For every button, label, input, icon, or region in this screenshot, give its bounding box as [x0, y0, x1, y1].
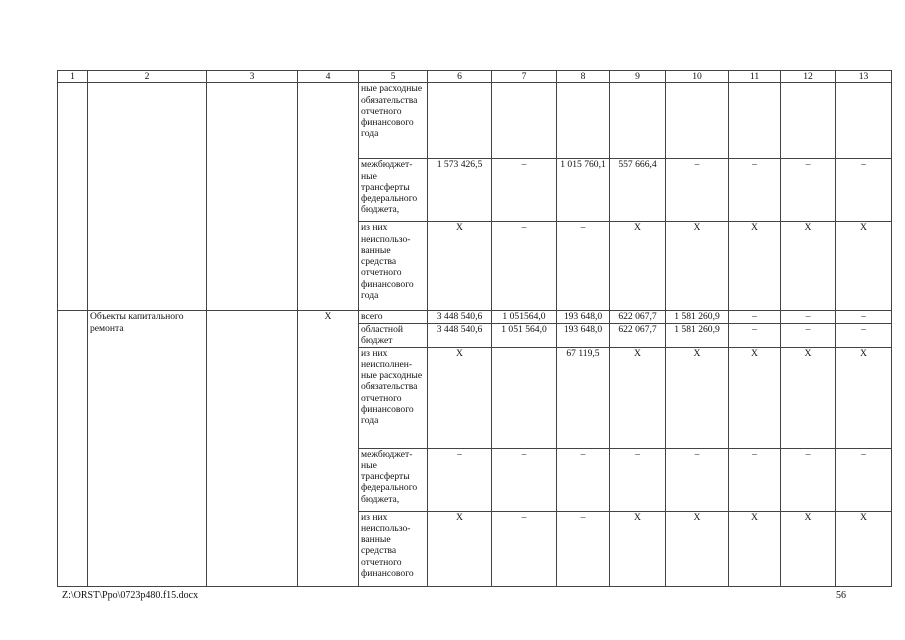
- row-label: межбюджет-ные трансферты федерального бюджета,: [359, 448, 428, 511]
- value-cell: Х: [781, 347, 836, 448]
- value-cell: –: [729, 323, 781, 347]
- value-cell: –: [666, 448, 729, 511]
- row-label: областной бюджет: [359, 323, 428, 347]
- page-number: 56: [836, 590, 846, 601]
- value-cell: 1 015 760,1: [557, 159, 610, 222]
- column-header: 1: [58, 71, 88, 83]
- column-header: 3: [207, 71, 298, 83]
- cell-col1: [58, 159, 88, 222]
- value-cell: Х: [610, 347, 666, 448]
- value-cell: Х: [610, 511, 666, 586]
- value-cell: Х: [836, 347, 892, 448]
- value-cell: Х: [610, 222, 666, 311]
- cell-col3: [207, 311, 298, 586]
- value-cell: –: [428, 448, 492, 511]
- value-cell: 557 666,4: [610, 159, 666, 222]
- value-cell: –: [836, 311, 892, 323]
- row-label: из них неисполнен-ные расходные обязательства отчетного финансового года: [359, 347, 428, 448]
- value-cell: [729, 83, 781, 159]
- column-header: 2: [88, 71, 207, 83]
- value-cell: 3 448 540,6: [428, 323, 492, 347]
- value-cell: 622 067,7: [610, 311, 666, 323]
- value-cell: 3 448 540,6: [428, 311, 492, 323]
- value-cell: Х: [428, 222, 492, 311]
- value-cell: Х: [781, 511, 836, 586]
- value-cell: 1 573 426,5: [428, 159, 492, 222]
- value-cell: 1 581 260,9: [666, 311, 729, 323]
- value-cell: [666, 83, 729, 159]
- value-cell: Х: [781, 222, 836, 311]
- row-label: всего: [359, 311, 428, 323]
- column-header: 4: [298, 71, 359, 83]
- row-label: из них неиспользо-ванные средства отчетного финансового: [359, 511, 428, 586]
- value-cell: –: [492, 159, 557, 222]
- table-row: [58, 311, 892, 323]
- value-cell: 1 581 260,9: [666, 323, 729, 347]
- value-cell: –: [666, 159, 729, 222]
- value-cell: –: [557, 222, 610, 311]
- cell-col4: [298, 83, 359, 311]
- value-cell: 193 648,0: [557, 323, 610, 347]
- value-cell: Х: [666, 347, 729, 448]
- column-header: 12: [781, 71, 836, 83]
- value-cell: –: [781, 448, 836, 511]
- value-cell: Х: [428, 511, 492, 586]
- row-label: межбюджет-ные трансферты федерального бюджета,: [359, 159, 428, 222]
- value-cell: –: [781, 311, 836, 323]
- value-cell: [492, 83, 557, 159]
- column-number-row: [58, 71, 892, 83]
- value-cell: –: [781, 159, 836, 222]
- value-cell: [781, 83, 836, 159]
- value-cell: Х: [666, 511, 729, 586]
- cell-col4-mark: Х: [298, 311, 359, 586]
- value-cell: –: [557, 448, 610, 511]
- value-cell: [836, 83, 892, 159]
- budget-table: [57, 70, 892, 587]
- value-cell: –: [610, 448, 666, 511]
- column-header: 13: [836, 71, 892, 83]
- value-cell: –: [836, 323, 892, 347]
- value-cell: [557, 83, 610, 159]
- value-cell: –: [781, 323, 836, 347]
- value-cell: 622 067,7: [610, 323, 666, 347]
- column-header: 8: [557, 71, 610, 83]
- value-cell: Х: [666, 222, 729, 311]
- column-header: 9: [610, 71, 666, 83]
- column-header: 11: [729, 71, 781, 83]
- cell-object: [88, 83, 207, 311]
- value-cell: Х: [836, 222, 892, 311]
- value-cell: –: [492, 511, 557, 586]
- cell-col1: [58, 222, 88, 311]
- value-cell: 67 119,5: [557, 347, 610, 448]
- cell-col3: [207, 83, 298, 311]
- column-header: 7: [492, 71, 557, 83]
- value-cell: Х: [729, 347, 781, 448]
- file-path: Z:\ORST\Ppo\0723p480.f15.docx: [62, 590, 199, 601]
- column-header: 10: [666, 71, 729, 83]
- value-cell: [492, 347, 557, 448]
- cell-col1: [58, 83, 88, 159]
- value-cell: –: [729, 311, 781, 323]
- object-name: Объекты капитального ремонта: [88, 311, 207, 586]
- value-cell: [428, 83, 492, 159]
- value-cell: –: [836, 159, 892, 222]
- cell-col1: [58, 311, 88, 586]
- value-cell: [610, 83, 666, 159]
- value-cell: Х: [428, 347, 492, 448]
- value-cell: –: [492, 448, 557, 511]
- value-cell: –: [557, 511, 610, 586]
- value-cell: Х: [729, 222, 781, 311]
- value-cell: –: [492, 222, 557, 311]
- table-row: [58, 83, 892, 159]
- value-cell: –: [729, 448, 781, 511]
- row-label: из них неиспользо-ванные средства отчетного финансового года: [359, 222, 428, 311]
- column-header: 5: [359, 71, 428, 83]
- value-cell: Х: [729, 511, 781, 586]
- value-cell: 1 051564,0: [492, 311, 557, 323]
- value-cell: Х: [836, 511, 892, 586]
- value-cell: 1 051 564,0: [492, 323, 557, 347]
- column-header: 6: [428, 71, 492, 83]
- value-cell: –: [836, 448, 892, 511]
- row-label: ные расходные обязательства отчетного финансового года: [359, 83, 428, 159]
- value-cell: –: [729, 159, 781, 222]
- value-cell: 193 648,0: [557, 311, 610, 323]
